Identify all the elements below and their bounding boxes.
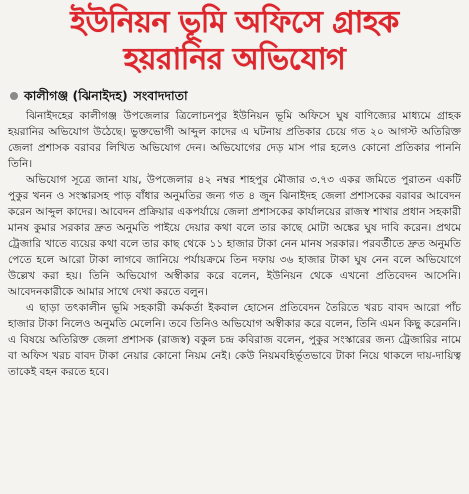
- byline-role: সংবাদদাতা: [133, 88, 188, 103]
- bullet-icon: [10, 92, 18, 100]
- headline-line-2: হয়রানির অভিযোগ: [123, 42, 346, 77]
- byline-location: কালীগঞ্জ (ঝিনাইদহ): [24, 88, 128, 103]
- paragraph-3: এ ছাড়া তৎকালীন ভূমি সহকারী কর্মকর্তা ইকবাল হোসেন প্রতিবেদন তৈরিতে খরচ বাবদ আরো পাঁচ হাজার টাকা নিলেও অনুমতি মেলেনি। তবে তিনিও অভিযোগ অস্বীকার করে বলেন, তিনি এমন কিছু করেননি। এ বিষয়ে অতিরিক্ত জেলা প্রশাসক (রাজস্ব) বকুল চন্দ্র কবিরাজ বলেন, পুকুর সংস্কারের জন্য ট্রেজারির নামে বা অফিস খরচ বাবদ টাকা নেয়ার কোনো নিয়ম নেই। কেউ নিয়মবহির্ভূতভাবে টাকা নিয়ে থাকলে দায়-দায়িত্ব তাকেই বহন করতে হবে।: [8, 302, 461, 378]
- paragraph-2: অভিযোগ সূত্রে জানা যায়, উপজেলার ৪২ নম্বর শাহপুর মৌজার ৩.৭৩ একর জমিতে পুরাতন একটি পুকুর খনন ও সংস্কারসহ পাড় বাঁধার অনুমতির জন্য গত ৪ জুন ঝিনাইদহ জেলা প্রশাসকের বরাবর আবেদন করেন আব্দুল কাদের। আবেদন প্রক্রিয়ার একপর্যায়ে জেলা প্রশাসকের কার্যালয়ের রাজস্ব শাখার প্রধান সহকারী মানষ কুমার সরকার দ্রুত অনুমতি পাইয়ে দেয়ার কথা বলে তার কাছে মোটা অঙ্কের ঘুষ দাবি করেন। প্রথমে ট্রেজারি খাতে ব্যয়ের কথা বলে তার কাছ থেকে ১১ হাজার টাকা নেন মানষ সরকার। পরবর্তীতে দ্রুত অনুমতি পেতে হলে আরো টাকা লাগবে জানিয়ে পর্যায়ক্রমে তিন দফায় ৩৬ হাজার টাকা ঘুষ নেন বলে অভিযোগে উল্লেখ করা হয়। তিনি অভিযোগ অস্বীকার করে বলেন, ইউনিয়ন থেকে এখনো প্রতিবেদন আসেনি। আবেদনকারীকে আমার সাথে দেখা করতে বলুন।: [8, 174, 461, 298]
- headline-line-1: ইউনিয়ন ভূমি অফিসে গ্রাহক: [70, 5, 399, 40]
- byline: [8, 88, 461, 104]
- article-body: [8, 108, 461, 380]
- headline: [8, 4, 461, 78]
- paragraph-1: ঝিনাইদহের কালীগঞ্জ উপজেলার ত্রিলোচনপুর ইউনিয়ন ভূমি অফিসে ঘুষ বাণিজ্যের মাধ্যমে গ্রাহক হয়রানির অভিযোগ উঠেছে। ভুক্তভোগী আব্দুল কাদের এ ঘটনায় প্রতিকার চেয়ে গত ২০ আগস্ট অতিরিক্ত জেলা প্রশাসক বরাবর লিখিত অভিযোগ দেন। অভিযোগের দেড় মাস পার হলেও কোনো প্রতিকার পাননি তিনি।: [8, 110, 461, 170]
